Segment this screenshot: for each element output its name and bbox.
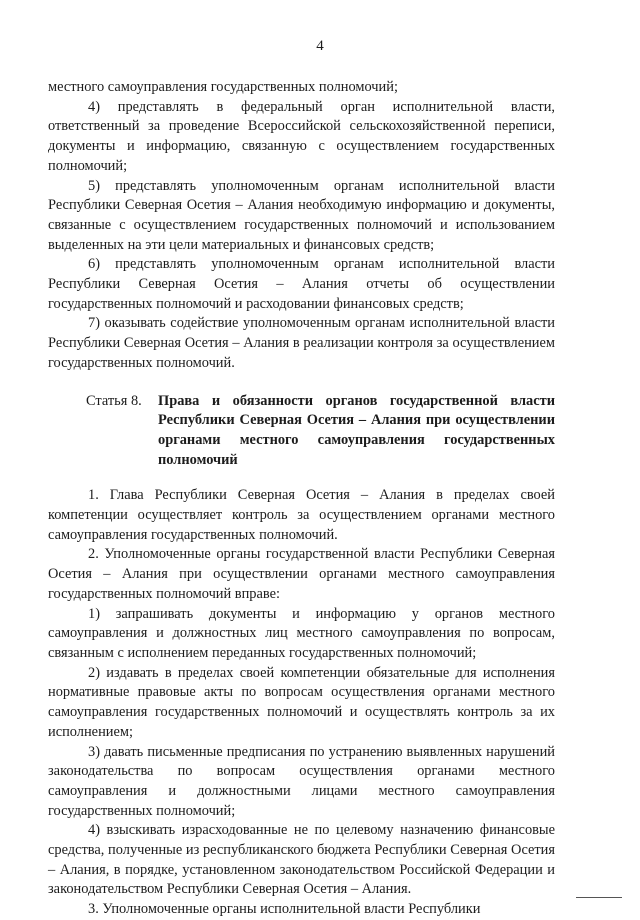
list-item-6: 6) представлять уполномоченным органам исполнительной власти Республики Северная Осетия – Алания отчеты об осуществлении государственных полномочий и расходовании финансовых средств; xyxy=(48,256,555,312)
list-item-5: 5) представлять уполномоченным органам исполнительной власти Республики Северная Осетия – Алания необходимую информацию и документы, связанные с осуществлением государственных полномочий и использованием выделенных на эти цели материальных и финансовых средств; xyxy=(48,177,555,253)
subclause-3: 3) давать письменные предписания по устранению выявленных нарушений законодательства по вопросам осуществления органами местного самоуправления и должностными лицами местного самоуправления государственных полномочий; xyxy=(48,743,555,819)
article-title: Права и обязанности органов государственной власти Республики Северная Осетия – Алания при осуществлении органами местного самоуправления государственных полномочий xyxy=(158,392,555,468)
clause-3: 3. Уполномоченные органы исполнительной власти Республики xyxy=(88,901,481,918)
article-heading xyxy=(48,392,555,471)
page-number: 4 xyxy=(316,38,324,54)
subclause-2: 2) издавать в пределах своей компетенции обязательные для исполнения нормативные правовые акты по вопросам осуществления органами местного самоуправления государственных полномочий и осуществлять контроль за их исполнением; xyxy=(48,664,555,740)
clause-2: 2. Уполномоченные органы государственной власти Республики Северная Осетия – Алания при осуществлении органами местного самоуправления государственных полномочий вправе: xyxy=(48,546,555,602)
footer-rule xyxy=(576,897,622,898)
subclause-1: 1) запрашивать документы и информацию у органов местного самоуправления и должностных лиц местного самоуправления по вопросам, связанным с исполнением переданных государственных полномочий; xyxy=(48,605,555,661)
subclause-4: 4) взыскивать израсходованные не по целевому назначению финансовые средства, полученные из республиканского бюджета Республики Северная Осетия – Алания, в порядке, установленном законодательством Российской Федерации и законодательством Республики Северная Осетия – Алания. xyxy=(48,822,555,898)
clause-1: 1. Глава Республики Северная Осетия – Алания в пределах своей компетенции осуществляет контроль за осуществлением органами местного самоуправления государственных полномочий. xyxy=(48,487,555,543)
document-body xyxy=(48,78,555,920)
article-label: Статья 8. xyxy=(86,392,142,409)
list-item-4: 4) представлять в федеральный орган исполнительной власти, ответственный за проведение Всероссийской сельскохозяйственной переписи, документы и информацию, связанную с осуществлением государственных полномочий; xyxy=(48,98,555,174)
list-item-7: 7) оказывать содействие уполномоченным органам исполнительной власти Республики Северная Осетия – Алания в реализации контроля за осуществлением государственных полномочий. xyxy=(48,315,555,371)
paragraph-continuation: местного самоуправления государственных полномочий; xyxy=(48,79,398,95)
